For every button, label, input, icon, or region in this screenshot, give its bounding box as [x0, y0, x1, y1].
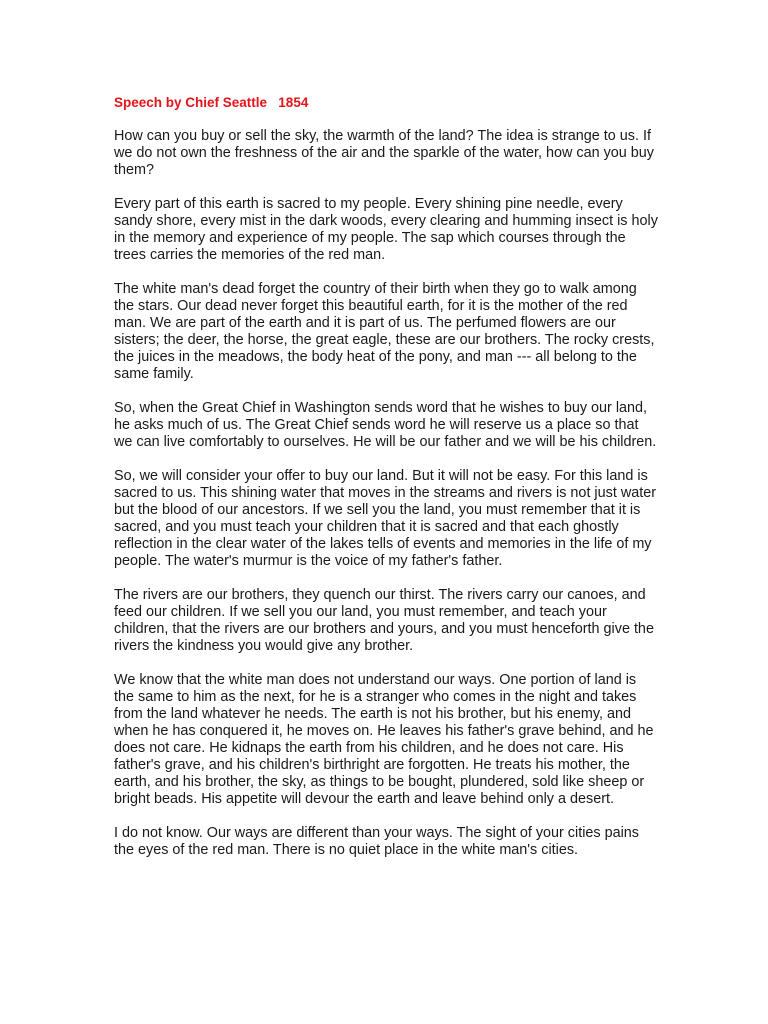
paragraph: So, we will consider your offer to buy our land. But it will not be easy. For this land is sacred to us. This shining water that moves in the streams and rivers is not just water but the blood of our ancestors. If we sell you the land, you must remember that it is sacred, and you must teach your children that it is sacred and that each ghostly reflection in the clear water of the lakes tells of events and memories in the life of my people. The water's murmur is the voice of my father's father. — [114, 468, 657, 569]
document-content — [114, 94, 659, 876]
paragraph: How can you buy or sell the sky, the warmth of the land? The idea is strange to us. If we do not own the freshness of the air and the sparkle of the water, how can you buy them? — [114, 128, 654, 178]
paragraph: The rivers are our brothers, they quench our thirst. The rivers carry our canoes, and feed our children. If we sell you our land, you must remember, and teach your children, that the rivers are our brothers and yours, and you must henceforth give the rivers the kindness you would give any brother. — [114, 587, 654, 654]
document-title: Speech by Chief Seattle 1854 — [114, 95, 309, 110]
paragraph: We know that the white man does not understand our ways. One portion of land is the same to him as the next, for he is a stranger who comes in the night and takes from the land whatever he needs. The earth is not his brother, but his enemy, and when he has conquered it, he moves on. He leaves his father's grave behind, and he does not care. He kidnaps the earth from his children, and he does not care. His father's grave, and his children's birthright are forgotten. He treats his mother, the earth, and his brother, the sky, as things to be bought, plundered, sold like sheep or bright beads. His appetite will devour the earth and leave behind only a desert. — [114, 672, 654, 807]
paragraph: Every part of this earth is sacred to my people. Every shining pine needle, every sandy shore, every mist in the dark woods, every clearing and humming insect is holy in the memory and experience of my people. The sap which courses through the trees carries the memories of the red man. — [114, 196, 658, 263]
paragraph: The white man's dead forget the country of their birth when they go to walk among the stars. Our dead never forget this beautiful earth, for it is the mother of the red man. We are part of the earth and it is part of us. The perfumed flowers are our sisters; the deer, the horse, the great eagle, these are our brothers. The rocky crests, the juices in the meadows, the body heat of the pony, and man --- all belong to the same family. — [114, 281, 655, 382]
paragraph: I do not know. Our ways are different than your ways. The sight of your cities pains the eyes of the red man. There is no quiet place in the white man's cities. — [114, 825, 639, 858]
paragraph: So, when the Great Chief in Washington sends word that he wishes to buy our land, he asks much of us. The Great Chief sends word he will reserve us a place so that we can live comfortably to ourselves. He will be our father and we will be his children. — [114, 400, 657, 450]
